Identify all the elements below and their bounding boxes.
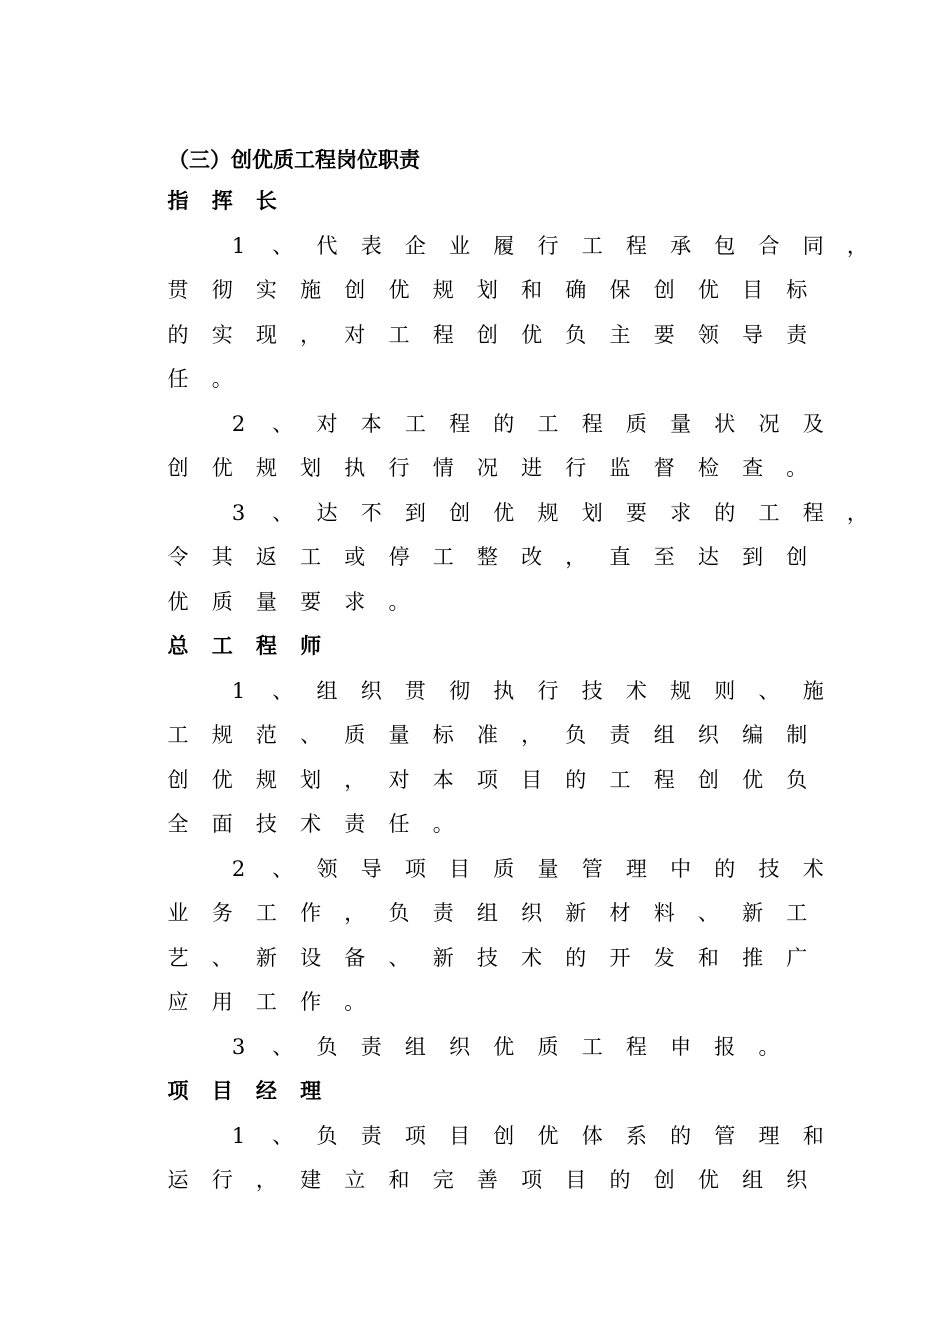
glyph: 确: [565, 278, 587, 302]
glyph: 行: [388, 456, 410, 480]
glyph: 的: [714, 857, 736, 881]
glyph: 不: [360, 501, 382, 525]
glyph: 划: [581, 501, 603, 525]
glyph: 况: [758, 412, 780, 436]
glyph: 优: [388, 278, 410, 302]
glyph: 要: [653, 323, 675, 347]
glyph: 经: [255, 1079, 277, 1103]
glyph: 优: [537, 1124, 559, 1148]
glyph: 负: [316, 1124, 338, 1148]
glyph: 量: [670, 412, 692, 436]
glyph: 体: [581, 1124, 603, 1148]
glyph: ，: [846, 501, 868, 525]
glyph: 责: [360, 1124, 382, 1148]
glyph: 优: [697, 278, 719, 302]
glyph: 材: [609, 901, 631, 925]
glyph: 规: [255, 768, 277, 792]
duty-text-line: [0, 764, 950, 796]
glyph: 求: [344, 590, 366, 614]
glyph: 质: [211, 590, 233, 614]
glyph: 负: [316, 1035, 338, 1059]
glyph: 艺: [167, 946, 189, 970]
glyph: 行: [537, 679, 559, 703]
glyph: 工: [404, 412, 426, 436]
glyph: 程: [625, 234, 647, 258]
glyph: 目: [211, 1079, 233, 1103]
glyph: 。: [211, 367, 233, 391]
glyph: 执: [493, 679, 515, 703]
glyph: 责: [344, 812, 366, 836]
glyph: ，: [565, 545, 587, 569]
glyph: 包: [714, 234, 736, 258]
glyph: 运: [167, 1168, 189, 1192]
glyph: 织: [449, 1035, 471, 1059]
glyph: 技: [581, 679, 603, 703]
glyph: 发: [653, 946, 675, 970]
glyph: 程: [625, 1035, 647, 1059]
glyph: 目: [565, 1168, 587, 1192]
glyph: 查: [742, 456, 764, 480]
glyph: 工: [255, 990, 277, 1014]
glyph: 开: [609, 946, 631, 970]
glyph: 指: [167, 189, 189, 213]
glyph: 制: [786, 723, 808, 747]
glyph: 的: [609, 1168, 631, 1192]
glyph: 领: [697, 323, 719, 347]
glyph: 工: [255, 901, 277, 925]
duty-item-line: [0, 408, 950, 440]
glyph: 工: [211, 634, 233, 658]
glyph: 程: [432, 323, 454, 347]
glyph: 工: [581, 1035, 603, 1059]
glyph: 到: [742, 545, 764, 569]
glyph: 管: [581, 857, 603, 881]
duty-text-line: [0, 363, 950, 395]
glyph: 要: [300, 590, 322, 614]
glyph: 1: [231, 679, 246, 703]
glyph: 3: [231, 1035, 246, 1059]
glyph: 2: [231, 857, 246, 881]
glyph: 师: [300, 634, 322, 658]
glyph: 责: [432, 901, 454, 925]
glyph: 术: [625, 679, 647, 703]
glyph: 组: [316, 679, 338, 703]
glyph: 作: [300, 990, 322, 1014]
glyph: 、: [272, 679, 294, 703]
glyph: 技: [476, 946, 498, 970]
glyph: 、: [758, 679, 780, 703]
glyph: 贯: [167, 278, 189, 302]
glyph: 创: [167, 456, 189, 480]
glyph: 织: [697, 723, 719, 747]
glyph: 术: [300, 812, 322, 836]
glyph: 理: [758, 1124, 780, 1148]
glyph: 创: [786, 545, 808, 569]
duty-text-line: [0, 808, 950, 840]
glyph: 的: [167, 323, 189, 347]
glyph: 工: [300, 545, 322, 569]
glyph: 规: [432, 278, 454, 302]
glyph: 优: [697, 1168, 719, 1192]
glyph: 创: [653, 1168, 675, 1192]
glyph: 导: [742, 323, 764, 347]
role-heading: [0, 630, 950, 662]
glyph: 至: [653, 545, 675, 569]
glyph: ，: [300, 323, 322, 347]
glyph: 表: [360, 234, 382, 258]
glyph: 项: [404, 857, 426, 881]
glyph: 规: [670, 679, 692, 703]
glyph: 本: [360, 412, 382, 436]
glyph: 标: [786, 278, 808, 302]
glyph: 量: [388, 723, 410, 747]
glyph: 术: [521, 946, 543, 970]
glyph: 新: [742, 901, 764, 925]
glyph: 则: [714, 679, 736, 703]
glyph: 、: [272, 1035, 294, 1059]
glyph: 业: [167, 901, 189, 925]
duty-text-line: [0, 1164, 950, 1196]
role-heading: [0, 1075, 950, 1107]
glyph: 挥: [211, 189, 233, 213]
glyph: 新: [432, 946, 454, 970]
duty-text-line: [0, 719, 950, 751]
glyph: 3: [231, 501, 246, 525]
glyph: 理: [625, 857, 647, 881]
duty-text-line: [0, 319, 950, 351]
glyph: 组: [742, 1168, 764, 1192]
glyph: 彻: [449, 679, 471, 703]
glyph: 负: [388, 901, 410, 925]
glyph: 对: [316, 412, 338, 436]
glyph: 程: [449, 412, 471, 436]
glyph: 报: [714, 1035, 736, 1059]
glyph: 和: [802, 1124, 824, 1148]
glyph: 令: [167, 545, 189, 569]
glyph: 创: [697, 768, 719, 792]
glyph: 和: [697, 946, 719, 970]
glyph: 技: [758, 857, 780, 881]
glyph: 。: [758, 1035, 780, 1059]
duty-text-line: [0, 274, 950, 306]
glyph: 到: [404, 501, 426, 525]
glyph: 行: [211, 1168, 233, 1192]
glyph: 、: [272, 857, 294, 881]
glyph: 、: [697, 901, 719, 925]
glyph: 目: [449, 857, 471, 881]
glyph: 组: [653, 723, 675, 747]
glyph: 规: [211, 723, 233, 747]
glyph: 立: [344, 1168, 366, 1192]
glyph: ，: [344, 901, 366, 925]
glyph: 建: [300, 1168, 322, 1192]
glyph: 申: [670, 1035, 692, 1059]
duty-item-line: [0, 1031, 950, 1063]
glyph: 执: [344, 456, 366, 480]
glyph: 项: [404, 1124, 426, 1148]
glyph: 面: [211, 812, 233, 836]
glyph: 负: [786, 768, 808, 792]
glyph: 程: [653, 768, 675, 792]
glyph: 2: [231, 412, 246, 436]
glyph: 履: [493, 234, 515, 258]
glyph: 创: [449, 501, 471, 525]
glyph: 工: [758, 501, 780, 525]
glyph: 企: [404, 234, 426, 258]
glyph: 领: [316, 857, 338, 881]
glyph: 中: [670, 857, 692, 881]
glyph: 。: [786, 456, 808, 480]
glyph: ，: [344, 768, 366, 792]
glyph: 织: [521, 901, 543, 925]
glyph: 的: [670, 1124, 692, 1148]
glyph: 优: [167, 590, 189, 614]
glyph: 任: [167, 367, 189, 391]
glyph: 工: [581, 234, 603, 258]
glyph: 代: [316, 234, 338, 258]
glyph: 完: [432, 1168, 454, 1192]
glyph: 同: [802, 234, 824, 258]
glyph: 用: [211, 990, 233, 1014]
glyph: 质: [493, 857, 515, 881]
glyph: 贯: [404, 679, 426, 703]
glyph: 保: [609, 278, 631, 302]
glyph: 现: [255, 323, 277, 347]
glyph: 工: [786, 901, 808, 925]
glyph: 导: [360, 857, 382, 881]
glyph: 创: [653, 278, 675, 302]
glyph: 项: [476, 768, 498, 792]
glyph: 准: [476, 723, 498, 747]
duty-text-line: [0, 586, 950, 618]
glyph: 合: [758, 234, 780, 258]
glyph: 程: [581, 412, 603, 436]
glyph: 组: [404, 1035, 426, 1059]
glyph: 新: [565, 901, 587, 925]
glyph: 和: [521, 278, 543, 302]
glyph: 织: [786, 1168, 808, 1192]
glyph: 。: [344, 990, 366, 1014]
glyph: 范: [255, 723, 277, 747]
glyph: ，: [255, 1168, 277, 1192]
glyph: 的: [565, 768, 587, 792]
glyph: 划: [476, 278, 498, 302]
glyph: ，: [846, 234, 868, 258]
glyph: 对: [388, 768, 410, 792]
glyph: 督: [653, 456, 675, 480]
glyph: 实: [255, 278, 277, 302]
glyph: 整: [476, 545, 498, 569]
glyph: 创: [493, 1124, 515, 1148]
glyph: 优: [742, 768, 764, 792]
glyph: 优: [493, 1035, 515, 1059]
role-heading: [0, 185, 950, 217]
glyph: 优: [211, 456, 233, 480]
glyph: 工: [537, 412, 559, 436]
glyph: 工: [388, 323, 410, 347]
glyph: 新: [255, 946, 277, 970]
glyph: 规: [537, 501, 559, 525]
glyph: 优: [211, 768, 233, 792]
glyph: 目: [449, 1124, 471, 1148]
glyph: 质: [344, 723, 366, 747]
glyph: 、: [300, 723, 322, 747]
duty-text-line: [0, 541, 950, 573]
glyph: 1: [231, 234, 246, 258]
glyph: 量: [255, 590, 277, 614]
glyph: 返: [255, 545, 277, 569]
duty-text-line: [0, 942, 950, 974]
glyph: 长: [255, 189, 277, 213]
glyph: 主: [609, 323, 631, 347]
glyph: 项: [521, 1168, 543, 1192]
glyph: 目: [742, 278, 764, 302]
glyph: 项: [167, 1079, 189, 1103]
glyph: 直: [609, 545, 631, 569]
glyph: 。: [432, 812, 454, 836]
glyph: 责: [609, 723, 631, 747]
glyph: 改: [521, 545, 543, 569]
duty-text-line: [0, 452, 950, 484]
glyph: 达: [697, 545, 719, 569]
glyph: 监: [609, 456, 631, 480]
glyph: 和: [388, 1168, 410, 1192]
glyph: 求: [670, 501, 692, 525]
glyph: 施: [300, 278, 322, 302]
glyph: 作: [300, 901, 322, 925]
glyph: 行: [565, 456, 587, 480]
glyph: 规: [255, 456, 277, 480]
glyph: 彻: [211, 278, 233, 302]
glyph: 创: [476, 323, 498, 347]
glyph: 、: [272, 501, 294, 525]
glyph: 停: [388, 545, 410, 569]
glyph: 工: [167, 723, 189, 747]
glyph: 行: [537, 234, 559, 258]
glyph: 责: [360, 1035, 382, 1059]
glyph: 创: [167, 768, 189, 792]
duty-item-line: [0, 675, 950, 707]
duty-item-line: [0, 230, 950, 262]
glyph: 负: [565, 723, 587, 747]
glyph: 料: [653, 901, 675, 925]
glyph: 术: [802, 857, 824, 881]
glyph: 本: [432, 768, 454, 792]
glyph: 应: [167, 990, 189, 1014]
glyph: 设: [300, 946, 322, 970]
glyph: 1: [231, 1124, 246, 1148]
glyph: 承: [670, 234, 692, 258]
glyph: 情: [432, 456, 454, 480]
glyph: 及: [802, 412, 824, 436]
duty-item-line: [0, 853, 950, 885]
glyph: 责: [786, 323, 808, 347]
glyph: 工: [432, 545, 454, 569]
glyph: 善: [476, 1168, 498, 1192]
glyph: 负: [565, 323, 587, 347]
glyph: 、: [272, 234, 294, 258]
glyph: 的: [565, 946, 587, 970]
glyph: 广: [786, 946, 808, 970]
glyph: 编: [742, 723, 764, 747]
glyph: 、: [272, 412, 294, 436]
glyph: 的: [493, 412, 515, 436]
glyph: 实: [211, 323, 233, 347]
glyph: 创: [344, 278, 366, 302]
glyph: 任: [388, 812, 410, 836]
glyph: 、: [272, 1124, 294, 1148]
glyph: 要: [625, 501, 647, 525]
duty-item-line: [0, 1120, 950, 1152]
glyph: 进: [521, 456, 543, 480]
glyph: 优: [493, 501, 515, 525]
glyph: 工: [609, 768, 631, 792]
duty-text-line: [0, 897, 950, 929]
glyph: 技: [255, 812, 277, 836]
glyph: 总: [167, 634, 189, 658]
duty-text-line: [0, 986, 950, 1018]
section-title: （三）创优质工程岗位职责: [168, 148, 420, 172]
glyph: 达: [316, 501, 338, 525]
glyph: 备: [344, 946, 366, 970]
glyph: 理: [300, 1079, 322, 1103]
glyph: 、: [211, 946, 233, 970]
glyph: 。: [388, 590, 410, 614]
glyph: 优: [521, 323, 543, 347]
glyph: 状: [714, 412, 736, 436]
glyph: 量: [537, 857, 559, 881]
glyph: 划: [300, 456, 322, 480]
glyph: 管: [714, 1124, 736, 1148]
glyph: 况: [476, 456, 498, 480]
glyph: 目: [521, 768, 543, 792]
glyph: 标: [432, 723, 454, 747]
glyph: 组: [476, 901, 498, 925]
glyph: 对: [344, 323, 366, 347]
glyph: 程: [255, 634, 277, 658]
glyph: 系: [625, 1124, 647, 1148]
glyph: 推: [742, 946, 764, 970]
duty-item-line: [0, 497, 950, 529]
glyph: 质: [537, 1035, 559, 1059]
glyph: 其: [211, 545, 233, 569]
glyph: 、: [388, 946, 410, 970]
glyph: 业: [449, 234, 471, 258]
glyph: 程: [802, 501, 824, 525]
glyph: 质: [625, 412, 647, 436]
glyph: 或: [344, 545, 366, 569]
glyph: 全: [167, 812, 189, 836]
glyph: 划: [300, 768, 322, 792]
glyph: 织: [360, 679, 382, 703]
glyph: 施: [802, 679, 824, 703]
glyph: 的: [714, 501, 736, 525]
glyph: ，: [521, 723, 543, 747]
glyph: 务: [211, 901, 233, 925]
glyph: 检: [697, 456, 719, 480]
